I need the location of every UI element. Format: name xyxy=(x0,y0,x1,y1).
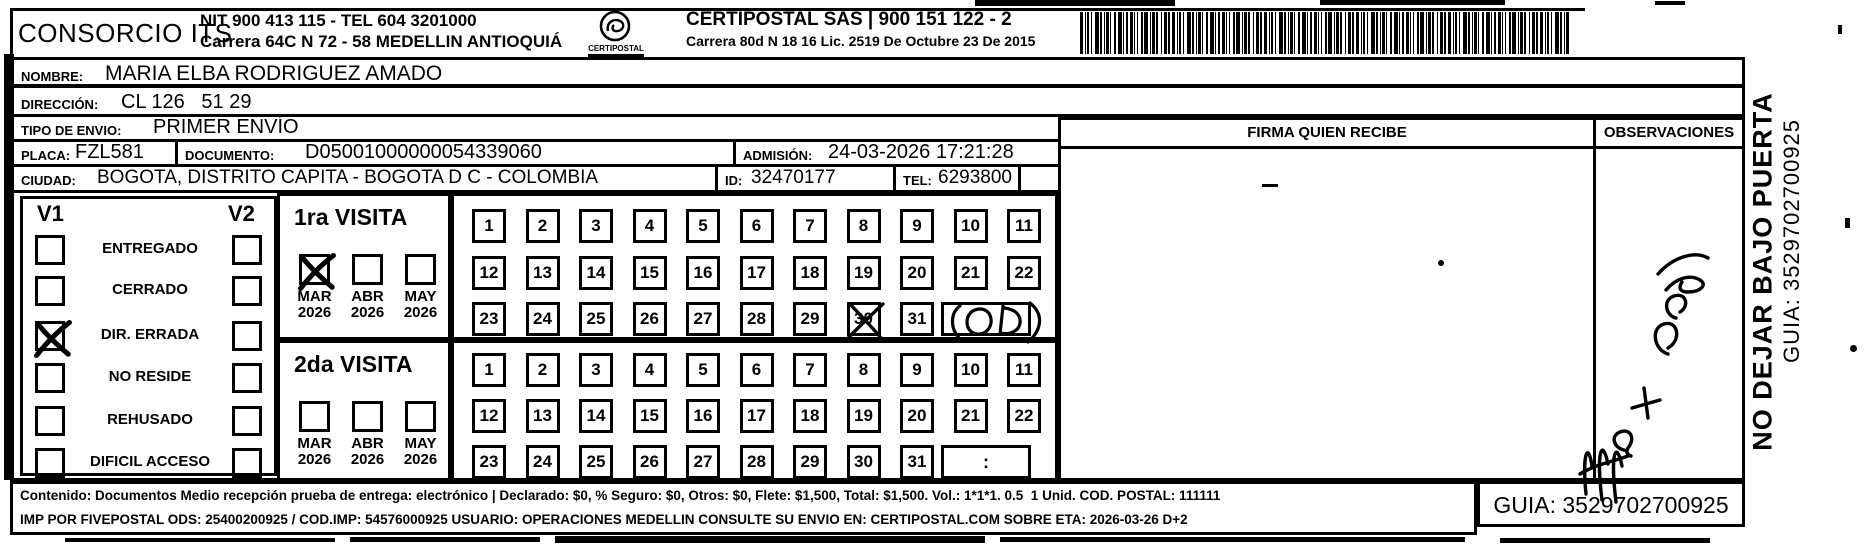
id-value: 32470177 xyxy=(751,167,836,188)
day-cell xyxy=(472,399,506,433)
scan-artifact xyxy=(1320,0,1505,5)
first-visit-panel xyxy=(277,193,451,340)
day-cell xyxy=(526,445,560,479)
day-cell xyxy=(472,256,506,290)
v1-checkbox xyxy=(35,363,65,393)
day-cell xyxy=(793,302,827,336)
day-cell xyxy=(900,256,934,290)
tipo-envio-label: TIPO DE ENVIO: xyxy=(21,123,122,138)
v1-checkbox xyxy=(35,321,65,351)
month-checks xyxy=(288,401,447,468)
day-number: 28 xyxy=(747,309,766,328)
day-cell xyxy=(900,399,934,433)
day-cell xyxy=(793,256,827,290)
row-nombre xyxy=(10,57,1745,88)
day-number: 26 xyxy=(640,309,659,328)
day-number: 26 xyxy=(640,452,659,471)
v1-checkbox xyxy=(35,276,65,306)
day-cell xyxy=(633,302,667,336)
day-number: 13 xyxy=(533,406,552,425)
day-cell xyxy=(793,445,827,479)
day-cell xyxy=(740,445,774,479)
day-number: 7 xyxy=(805,216,815,235)
row-placa xyxy=(10,142,1058,167)
day-number: 12 xyxy=(479,263,499,282)
status-row xyxy=(23,448,274,478)
status-label: NO RESIDE xyxy=(108,368,192,385)
scan-artifact xyxy=(555,536,985,543)
header-left-line xyxy=(10,8,13,60)
scan-artifact xyxy=(1850,345,1857,352)
month-label: MAR xyxy=(297,435,332,452)
day-number: 1 xyxy=(484,216,494,235)
visit-title: 1ra VISITA xyxy=(294,204,408,230)
scan-artifact xyxy=(350,537,540,542)
day-number: 9 xyxy=(912,216,922,235)
scan-artifact xyxy=(1838,25,1842,34)
day-cell xyxy=(740,209,774,243)
guia-number-box: GUIA: 3529702700925 xyxy=(1477,481,1745,527)
day-cell xyxy=(847,209,881,243)
month-year: 2026 xyxy=(350,451,385,468)
day-cell xyxy=(579,256,613,290)
day-number: 2 xyxy=(537,360,548,379)
documento-label: DOCUMENTO: xyxy=(185,148,275,163)
day-number: 10 xyxy=(961,360,980,379)
day-cell xyxy=(579,302,613,336)
day-number: 20 xyxy=(907,406,927,425)
day-number: 22 xyxy=(1014,406,1034,425)
month-column xyxy=(394,254,447,321)
day-number: 6 xyxy=(751,216,762,235)
cell-divider xyxy=(1018,167,1021,190)
month-column xyxy=(288,254,341,321)
day-cell xyxy=(633,399,667,433)
month-year: 2026 xyxy=(350,304,385,321)
day-number: 24 xyxy=(533,452,552,471)
direccion-value: CL 126 51 29 xyxy=(121,91,252,113)
day-number: 12 xyxy=(479,406,499,425)
day-cell xyxy=(633,445,667,479)
month-label: MAR xyxy=(297,288,332,305)
day-cell xyxy=(686,256,720,290)
time-box: : xyxy=(941,445,1031,479)
first-visit-calendar xyxy=(451,193,1058,340)
day-number: 22 xyxy=(1014,263,1034,282)
day-cell xyxy=(633,256,667,290)
nombre-label: NOMBRE: xyxy=(21,69,84,84)
day-number: 25 xyxy=(586,452,606,471)
day-cell xyxy=(526,399,560,433)
day-number: 18 xyxy=(800,406,820,425)
month-label: MAY xyxy=(404,288,437,305)
day-number: 9 xyxy=(912,360,922,379)
day-number: 6 xyxy=(751,360,762,379)
no-dejar-vertical-text: NO DEJAR BAJO PUERTA xyxy=(1747,92,1778,451)
observaciones-header: OBSERVACIONES xyxy=(1596,120,1742,149)
tel-label: TEL: xyxy=(903,173,932,188)
month-year: 2026 xyxy=(403,451,438,468)
row-direccion xyxy=(10,92,1745,117)
day-number: 13 xyxy=(533,263,552,282)
day-number: 18 xyxy=(800,263,820,282)
day-cell xyxy=(686,445,720,479)
day-cell xyxy=(1007,209,1041,243)
month-year: 2026 xyxy=(403,304,438,321)
day-number: 11 xyxy=(1015,360,1033,379)
admision-label: ADMISIÓN: xyxy=(743,148,813,163)
month-column xyxy=(288,401,341,468)
day-number: 20 xyxy=(907,263,927,282)
month-checkbox xyxy=(405,254,436,285)
day-cell xyxy=(686,209,720,243)
scan-artifact xyxy=(1500,538,1710,543)
day-number: 16 xyxy=(693,263,713,282)
day-number: 5 xyxy=(698,360,708,379)
footer-line1: Contenido: Documentos Medio recepción prueba de entrega: electrónico | Declarado: $0, % Seguro: $0, Otros: $0, Flete: $1,500, Total: $1,500. Vol.: 1*1*1. 0.5 1 Unid. COD. POSTAL: 111111 xyxy=(20,488,1221,503)
day-number: 15 xyxy=(640,263,659,282)
footer-summary xyxy=(10,481,1477,535)
day-number: 21 xyxy=(961,406,980,425)
logo-caption: CERTIPOSTAL xyxy=(588,44,644,53)
v2-checkbox xyxy=(232,406,262,436)
day-number: 2 xyxy=(537,216,548,235)
ciudad-value: BOGOTA, DISTRITO CAPITA - BOGOTA D C - COLOMBIA xyxy=(97,167,599,188)
day-cell xyxy=(847,256,881,290)
status-label: ENTREGADO xyxy=(102,240,198,257)
certipostal-address: Carrera 80d N 18 16 Lic. 2519 De Octubre 23 De 2015 xyxy=(686,33,1036,49)
status-label: DIFICIL ACCESO xyxy=(89,453,210,470)
day-number: 3 xyxy=(591,216,601,235)
tel-value: 6293800 xyxy=(938,167,1012,188)
day-cell xyxy=(847,302,881,336)
scan-artifact xyxy=(4,54,14,480)
month-checkbox xyxy=(352,401,383,432)
scan-artifact xyxy=(1438,260,1444,266)
footer-line2: IMP POR FIVEPOSTAL ODS: 25400200925 / COD.IMP: 54576000925 USUARIO: OPERACIONES MEDELLIN CONSULTE SU ENVIO EN: CERTIPOSTAL.COM SOBRE ETA: 2026-03-26 D+2 xyxy=(20,512,1188,527)
day-cell xyxy=(900,209,934,243)
v2-checkbox xyxy=(232,363,262,393)
nombre-value: MARIA ELBA RODRIGUEZ AMADO xyxy=(105,62,443,85)
status-label: DIR. ERRADA xyxy=(100,326,200,343)
certipostal-title: CERTIPOSTAL SAS | 900 151 122 - 2 xyxy=(686,9,1012,30)
day-number: 29 xyxy=(800,309,820,328)
day-number: 29 xyxy=(800,452,820,471)
status-row xyxy=(23,235,274,265)
day-number: 8 xyxy=(858,216,869,235)
day-cell xyxy=(579,445,613,479)
second-visit-panel xyxy=(277,340,451,481)
day-number: 30 xyxy=(854,309,873,328)
day-number: 1 xyxy=(484,360,494,379)
v2-checkbox xyxy=(232,276,262,306)
scan-artifact xyxy=(1655,1,1685,5)
month-column xyxy=(341,254,394,321)
day-cell xyxy=(686,302,720,336)
day-number: 17 xyxy=(747,263,766,282)
v1-checkbox xyxy=(35,406,65,436)
day-cell xyxy=(1007,353,1041,387)
day-number: 21 xyxy=(961,263,980,282)
day-number: 14 xyxy=(586,406,606,425)
day-number: 10 xyxy=(961,216,980,235)
company-address-line: Carrera 64C N 72 - 58 MEDELLIN ANTIOQUIÁ xyxy=(200,32,563,51)
day-cell xyxy=(740,302,774,336)
day-number: 7 xyxy=(805,360,815,379)
documento-value: D05001000000054339060 xyxy=(305,141,542,163)
day-cell xyxy=(954,353,988,387)
day-cell xyxy=(740,399,774,433)
second-visit-calendar xyxy=(451,340,1058,481)
month-checkbox xyxy=(299,254,330,285)
day-cell xyxy=(633,353,667,387)
day-cell xyxy=(847,353,881,387)
day-cell xyxy=(686,353,720,387)
day-number: 23 xyxy=(479,309,499,328)
day-number: 8 xyxy=(858,360,869,379)
direccion-label: DIRECCIÓN: xyxy=(21,97,99,112)
day-cell xyxy=(793,399,827,433)
day-cell xyxy=(847,445,881,479)
day-cell xyxy=(740,353,774,387)
scan-artifact xyxy=(1845,218,1850,228)
v1-checkbox xyxy=(35,448,65,478)
month-checks xyxy=(288,254,447,321)
day-number: 27 xyxy=(693,452,713,471)
month-label: ABR xyxy=(351,288,384,305)
cell-divider xyxy=(733,142,736,164)
day-cell xyxy=(472,445,506,479)
day-cell xyxy=(686,399,720,433)
month-column xyxy=(341,401,394,468)
day-cell xyxy=(954,209,988,243)
status-row xyxy=(23,363,274,393)
day-number: 30 xyxy=(854,452,873,471)
signature-scribble xyxy=(1572,212,1722,512)
day-number: 27 xyxy=(693,309,713,328)
month-label: ABR xyxy=(351,435,384,452)
day-cell xyxy=(526,353,560,387)
day-number: 19 xyxy=(854,263,873,282)
month-checkbox xyxy=(405,401,436,432)
day-number: 28 xyxy=(747,452,766,471)
admision-value: 24-03-2026 17:21:28 xyxy=(828,141,1014,163)
v1-header: V1 xyxy=(37,201,64,226)
scan-artifact xyxy=(975,0,1175,6)
day-cell xyxy=(900,445,934,479)
day-number: 4 xyxy=(644,360,655,379)
cell-divider xyxy=(715,167,718,190)
day-cell xyxy=(793,353,827,387)
day-number: 15 xyxy=(640,406,659,425)
day-cell xyxy=(900,353,934,387)
v2-header: V2 xyxy=(228,201,255,226)
day-cell xyxy=(900,302,934,336)
day-cell xyxy=(579,399,613,433)
day-cell xyxy=(526,209,560,243)
company-name: CONSORCIO ITS xyxy=(18,18,233,48)
day-number: 16 xyxy=(693,406,713,425)
guia-vertical-text: GUIA: 3529702700925 xyxy=(1779,118,1804,364)
day-cell xyxy=(472,353,506,387)
scan-artifact xyxy=(1000,537,1465,542)
v1-checkbox xyxy=(35,235,65,265)
day-cell xyxy=(740,256,774,290)
day-number: 4 xyxy=(644,216,655,235)
row-tipo-envio xyxy=(10,117,1058,142)
month-checkbox xyxy=(299,401,330,432)
day-number: 5 xyxy=(698,216,708,235)
day-number: 23 xyxy=(479,452,499,471)
v2-checkbox xyxy=(232,321,262,351)
ciudad-label: CIUDAD: xyxy=(21,173,76,188)
day-cell xyxy=(793,209,827,243)
day-cell xyxy=(633,209,667,243)
day-number: 19 xyxy=(854,406,873,425)
company-nit-line: NIT 900 413 115 - TEL 604 3201000 xyxy=(200,11,477,30)
month-column xyxy=(394,401,447,468)
day-number: 31 xyxy=(907,309,927,328)
day-cell xyxy=(526,256,560,290)
v2-checkbox xyxy=(232,235,262,265)
id-label: ID: xyxy=(725,173,743,188)
month-checkbox xyxy=(352,254,383,285)
day-cell xyxy=(472,209,506,243)
tipo-envio-value: PRIMER ENVÍO xyxy=(153,116,299,138)
day-number: 25 xyxy=(586,309,606,328)
day-cell xyxy=(579,209,613,243)
cell-divider xyxy=(893,167,896,190)
v2-checkbox xyxy=(232,448,262,478)
tracking-barcode xyxy=(1080,12,1577,54)
day-cell xyxy=(1007,399,1041,433)
month-year: 2026 xyxy=(297,304,332,321)
firma-header: FIRMA QUIEN RECIBE xyxy=(1061,120,1593,149)
day-number: 14 xyxy=(586,263,606,282)
cell-divider xyxy=(175,142,178,164)
day-cell xyxy=(847,399,881,433)
time-box xyxy=(941,302,1031,336)
status-row xyxy=(23,321,274,351)
row-ciudad xyxy=(10,167,1058,193)
status-label: CERRADO xyxy=(112,281,188,298)
day-number: 17 xyxy=(747,406,766,425)
placa-label: PLACA: xyxy=(21,148,71,163)
day-number: 24 xyxy=(533,309,552,328)
day-cell xyxy=(954,399,988,433)
month-year: 2026 xyxy=(297,451,332,468)
day-number: 3 xyxy=(591,360,601,379)
day-cell xyxy=(472,302,506,336)
day-cell xyxy=(579,353,613,387)
status-row xyxy=(23,276,274,306)
placa-value: FZL581 xyxy=(75,141,144,163)
day-cell xyxy=(954,256,988,290)
firma-column xyxy=(1058,117,1596,481)
day-cell xyxy=(526,302,560,336)
day-number: 31 xyxy=(907,452,927,471)
scan-artifact xyxy=(65,538,335,542)
day-cell xyxy=(1007,256,1041,290)
status-row xyxy=(23,406,274,436)
scan-artifact xyxy=(1262,184,1278,187)
status-label: REHUSADO xyxy=(107,411,193,428)
status-checkbox-panel xyxy=(20,196,277,476)
month-label: MAY xyxy=(404,435,437,452)
visit-title: 2da VISITA xyxy=(294,351,413,377)
day-number: 11 xyxy=(1015,216,1033,235)
